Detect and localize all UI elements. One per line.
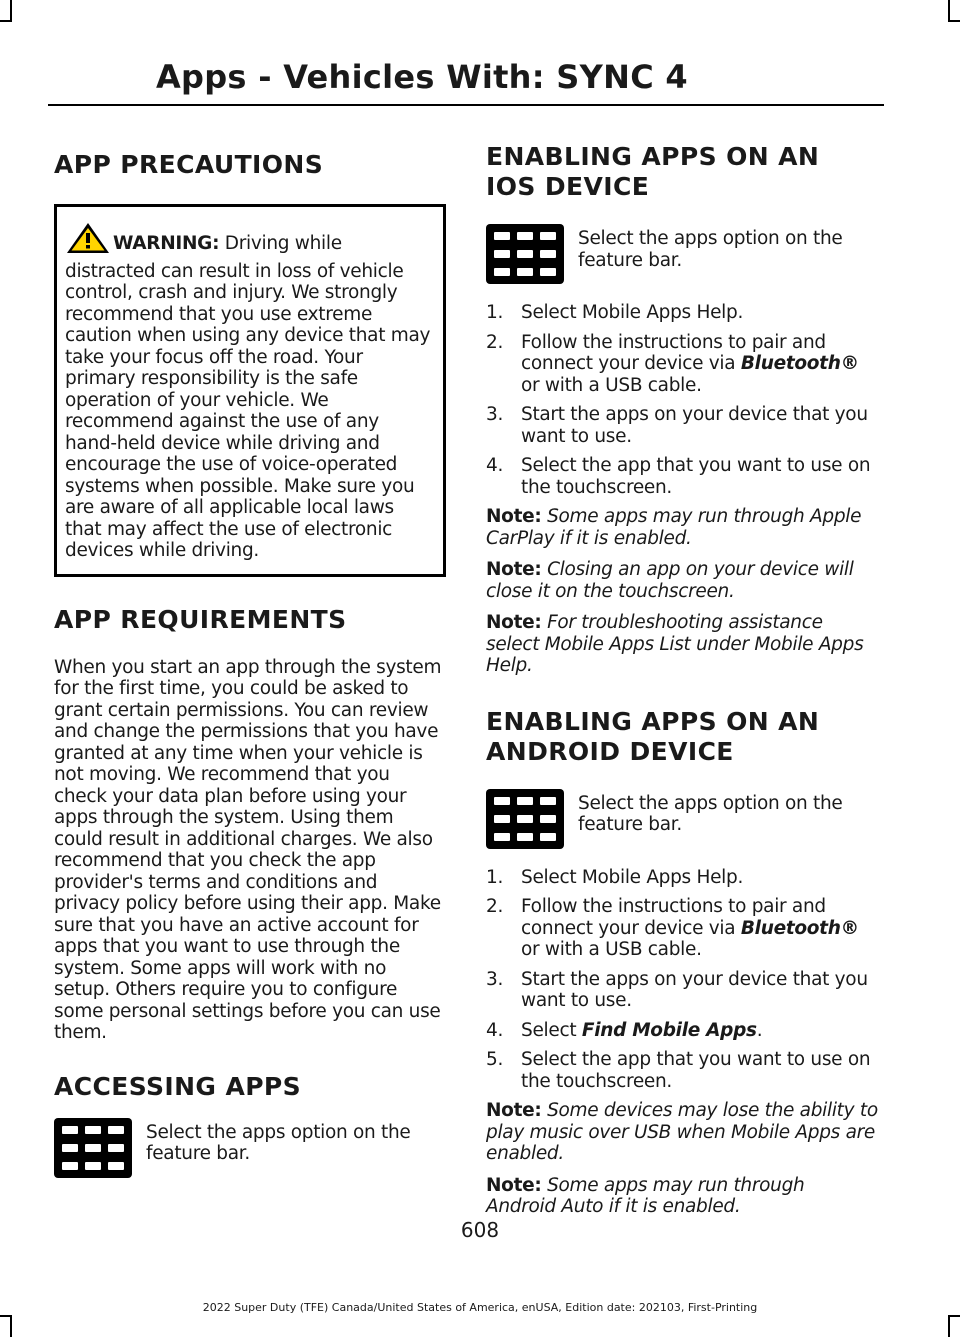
apps-grid-icon xyxy=(486,789,564,849)
crop-mark xyxy=(948,20,960,22)
section-heading-ios: ENABLING APPS ON AN IOS DEVICE xyxy=(486,142,820,201)
step-number: 5. xyxy=(486,1049,504,1070)
apps-grid-icon xyxy=(486,224,564,284)
step-number: 4. xyxy=(486,455,504,476)
ios-steps-list xyxy=(486,302,878,498)
step-number: 2. xyxy=(486,896,504,917)
android-apps-option-text: Select the apps option on the feature bar. xyxy=(578,792,843,835)
page-number: 608 xyxy=(460,1218,500,1242)
section-heading-app-requirements: APP REQUIREMENTS xyxy=(54,604,347,634)
crop-mark xyxy=(0,20,12,22)
step-text: Start the apps on your device that you want to use. xyxy=(521,404,868,447)
list-item xyxy=(486,404,878,447)
apps-option-text: Select the apps option on the feature bar. xyxy=(146,1121,411,1164)
crop-mark xyxy=(0,1315,12,1317)
ios-apps-option-block xyxy=(486,224,878,284)
step-text: Follow the instructions to pair and connect your device via Bluetooth® or with a USB cable. xyxy=(521,896,859,960)
crop-mark xyxy=(10,0,12,22)
step-text: Start the apps on your device that you want to use. xyxy=(521,968,868,1011)
section-heading-accessing-apps: ACCESSING APPS xyxy=(54,1071,302,1101)
step-number: 3. xyxy=(486,968,504,990)
apps-option-block xyxy=(54,1118,446,1178)
left-column xyxy=(54,142,446,1196)
right-column xyxy=(486,142,878,1228)
step-number: 2. xyxy=(486,331,504,353)
step-number: 1. xyxy=(486,302,504,323)
crop-mark xyxy=(10,1315,12,1337)
list-item xyxy=(486,969,878,1012)
crop-mark xyxy=(948,0,950,22)
step-text: Follow the instructions to pair and connect your device via Bluetooth® or with a USB cable. xyxy=(521,331,859,396)
apps-grid-icon xyxy=(54,1118,132,1178)
crop-mark xyxy=(948,1315,960,1317)
note: Note: Some apps may run through Android Auto if it is enabled. xyxy=(486,1174,805,1217)
android-apps-option-block xyxy=(486,789,878,849)
section-heading-app-precautions: APP PRECAUTIONS xyxy=(54,150,324,179)
step-number: 4. xyxy=(486,1019,504,1041)
crop-mark xyxy=(948,1315,950,1337)
warning-text: Driving while distracted can result in loss of vehicle control, crash and injury. We strongly recommend that you use extreme caution when using any device that may take your focus off the road. Your primary responsibility is the safe operation of your vehicle. We recommend against the use of any hand-held device while driving and encourage the use of voice-operated systems when possible. Make sure you are aware of all applicable local laws that may affect the use of electronic devices while driving. xyxy=(65,233,431,561)
warning-label: WARNING: xyxy=(113,233,220,254)
step-text: Select the app that you want to use on the touchscreen. xyxy=(521,455,871,498)
list-item xyxy=(486,867,878,889)
ios-apps-option-text: Select the apps option on the feature bar. xyxy=(578,228,843,271)
footer-edition-text: 2022 Super Duty (TFE) Canada/United States of America, enUSA, Edition date: 202103, First-Printing xyxy=(202,1301,758,1314)
requirements-paragraph: When you start an app through the system for the first time, you could be asked to grant certain permissions. You can review and change the permissions that you have granted at any time when your vehicle is not moving. We recommend that you check your data plan before using your apps through the system. Using them could result in additional charges. We also recommend that you check the app provider's terms and conditions and privacy policy before using their app. Make sure that you have an active account for apps that you want to use through the system. Some apps will work with no setup. Others require you to configure some personal settings before you can use them. xyxy=(54,656,442,1043)
header-divider xyxy=(48,104,884,106)
list-item xyxy=(486,332,878,397)
list-item xyxy=(486,1049,878,1092)
note: Note: Some devices may lose the ability to play music over USB when Mobile Apps are enabled. xyxy=(486,1100,878,1164)
page-title: Apps - Vehicles With: SYNC 4 xyxy=(155,58,688,96)
list-item xyxy=(486,302,878,324)
warning-box xyxy=(54,204,446,577)
note: Note: For troubleshooting assistance select Mobile Apps List under Mobile Apps Help. xyxy=(486,612,864,676)
note: Note: Closing an app on your device will close it on the touchscreen. xyxy=(486,559,854,602)
note: Note: Some apps may run through Apple CarPlay if it is enabled. xyxy=(486,506,862,549)
list-item xyxy=(486,896,878,961)
step-number: 3. xyxy=(486,404,504,425)
step-text: Select Mobile Apps Help. xyxy=(521,866,744,888)
warning-triangle-icon xyxy=(65,221,111,261)
list-item xyxy=(486,455,878,498)
step-number: 1. xyxy=(486,866,504,888)
list-item xyxy=(486,1020,878,1042)
step-text: Select Find Mobile Apps. xyxy=(521,1019,763,1041)
step-text: Select Mobile Apps Help. xyxy=(521,302,744,323)
android-steps-list xyxy=(486,867,878,1093)
section-heading-android: ENABLING APPS ON AN ANDROID DEVICE xyxy=(486,706,820,766)
step-text: Select the app that you want to use on the touchscreen. xyxy=(521,1049,871,1092)
